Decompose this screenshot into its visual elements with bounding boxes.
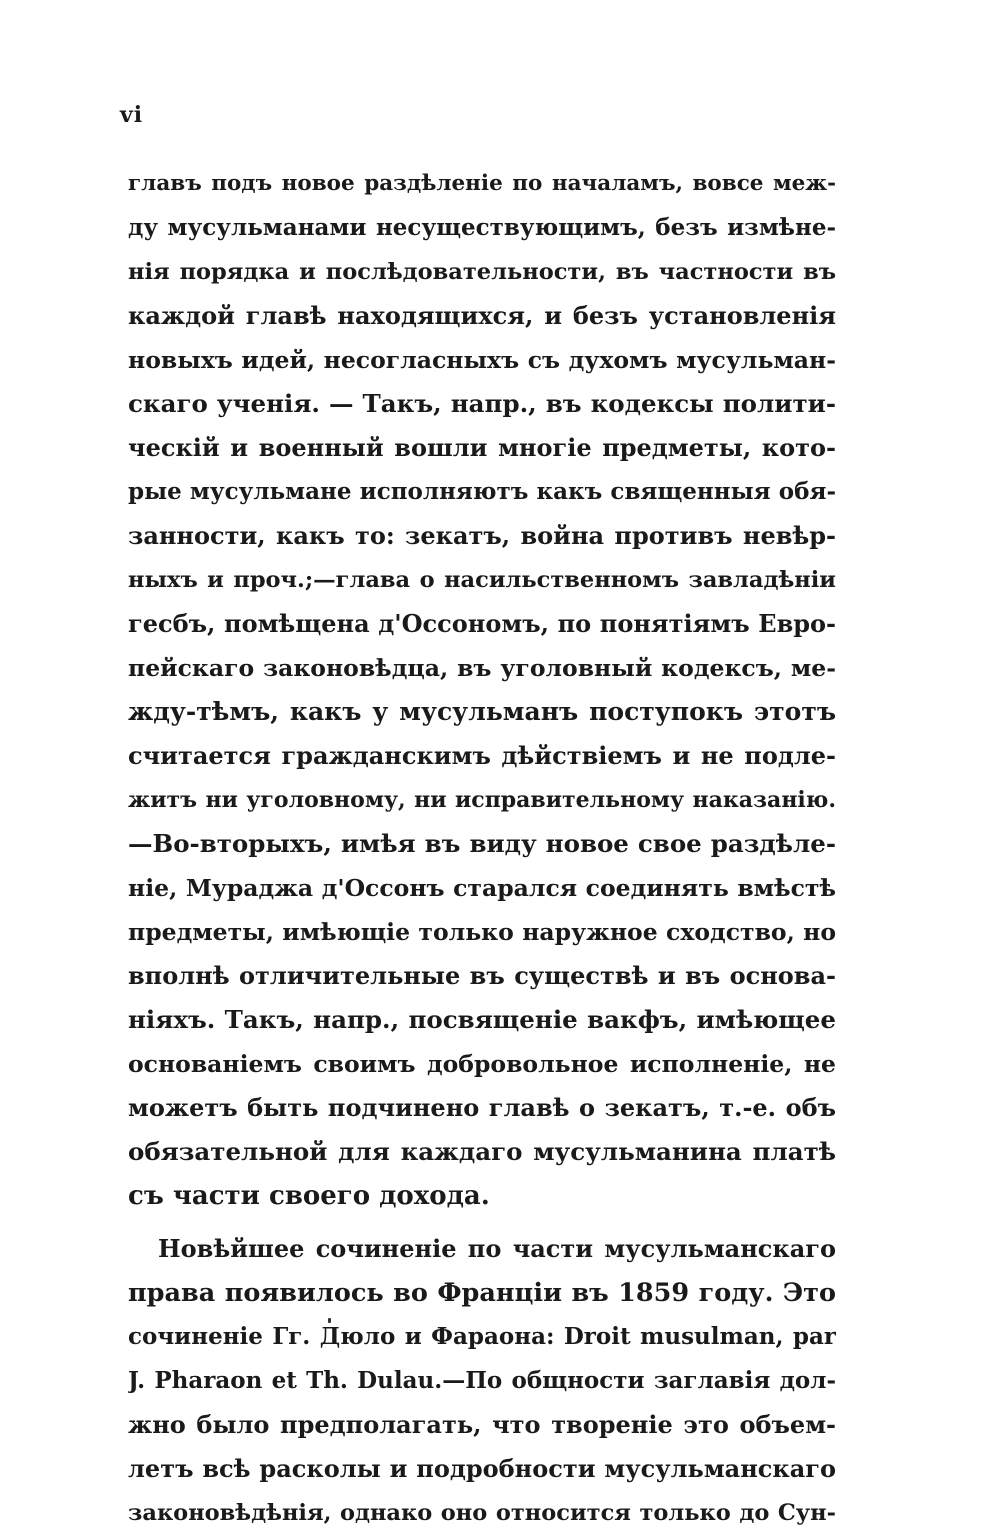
- body-text: [128, 162, 836, 1535]
- text-line: ческій и военный вошли многіе предметы, кото-: [128, 433, 836, 462]
- page-number: vi: [120, 102, 144, 128]
- text-line: новыхъ идей, несогласныхъ съ духомъ мусульман-: [128, 346, 836, 374]
- text-line: Новѣйшее сочиненіе по части мусульманскаго: [158, 1234, 836, 1263]
- text-line: можетъ быть подчинено главѣ о зекатъ, т.-е. объ: [128, 1093, 836, 1122]
- text-line: занности, какъ то: зекатъ, война противъ невѣр-: [128, 521, 836, 550]
- text-line: ныхъ и проч.;—глава о насильственномъ завладѣніи: [128, 567, 836, 593]
- text-line: J. Pharaon et Th. Dulau.—По общности заглавія дол-: [128, 1367, 836, 1394]
- paragraph-2: [128, 1227, 836, 1535]
- text-line: главъ подъ новое раздѣленіе по началамъ, вовсе меж-: [128, 171, 836, 196]
- paragraph-1: [128, 162, 836, 1218]
- ink-speck: [328, 1318, 331, 1323]
- text-line: пейскаго законовѣдца, въ уголовный кодексъ, ме-: [128, 654, 836, 682]
- text-line: съ части своего дохода.: [128, 1181, 490, 1211]
- text-line: основаніемъ своимъ добровольное исполненіе, не: [128, 1050, 836, 1078]
- text-line: рые мусульмане исполняютъ какъ священныя обя-: [128, 478, 836, 505]
- text-line: летъ всѣ расколы и подробности мусульманскаго: [128, 1454, 836, 1483]
- paragraph-gap: [128, 1218, 836, 1227]
- text-line: скаго ученія. — Такъ, напр., въ кодексы полити-: [128, 389, 836, 418]
- text-line: права появилось во Франціи въ 1859 году. Это: [128, 1278, 836, 1308]
- text-line: нія порядка и послѣдовательности, въ частности въ: [128, 259, 836, 285]
- text-line: ду мусульманами несуществующимъ, безъ измѣне-: [128, 214, 836, 241]
- text-line: вполнѣ отличительные въ существѣ и въ основа-: [128, 961, 836, 990]
- text-line: законовѣдѣнія, однако оно относится только до Сун-: [128, 1500, 836, 1526]
- text-line: житъ ни уголовному, ни исправительному наказанію.: [128, 787, 836, 813]
- text-line: —Во-вторыхъ, имѣя въ виду новое свое раздѣле-: [128, 829, 836, 858]
- text-line: гесбъ, помѣщена д'Оссономъ, по понятіямъ Евро-: [128, 609, 836, 638]
- text-line: обязательной для каждаго мусульманина платѣ: [128, 1137, 836, 1166]
- text-line: предметы, имѣющіе только наружное сходство, но: [128, 918, 836, 946]
- text-line: сочиненіе Гг. Дюло и Фараона: Droit musulman, par: [128, 1323, 836, 1350]
- text-line: жно было предполагать, что твореніе это объем-: [128, 1410, 836, 1439]
- text-line: каждой главѣ находящихся, и безъ установленія: [128, 301, 836, 330]
- text-line: ніяхъ. Такъ, напр., посвященіе вакфъ, имѣющее: [128, 1005, 836, 1034]
- text-line: ніе, Мураджа д'Оссонъ старался соединять вмѣстѣ: [128, 874, 836, 902]
- text-line: считается гражданскимъ дѣйствіемъ и не подле-: [128, 741, 836, 770]
- text-line: жду-тѣмъ, какъ у мусульманъ поступокъ этотъ: [128, 697, 836, 726]
